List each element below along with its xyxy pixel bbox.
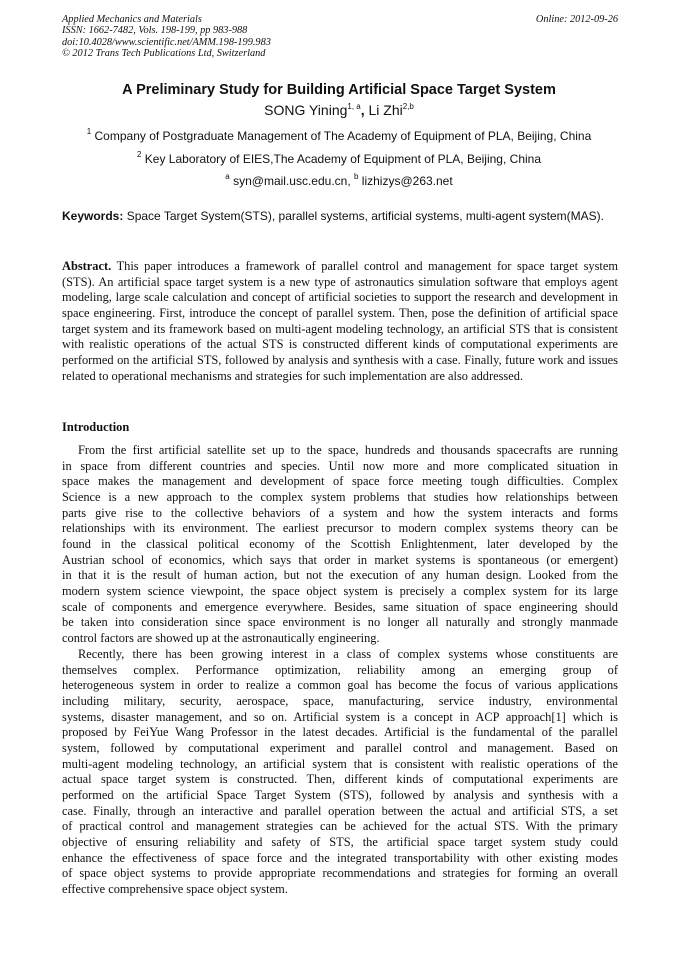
- author-affiliation-mark: 1, a: [347, 102, 361, 111]
- abstract-label: Abstract.: [62, 259, 112, 273]
- affiliation-text: Key Laboratory of EIES,The Academy of Equipment of PLA, Beijing, China: [144, 152, 542, 166]
- keywords-label: Keywords:: [62, 209, 124, 223]
- text-line: actual space target system is constructed. Then, different kinds of computational experiments are: [62, 772, 618, 787]
- email-address: lizhizys@263.net: [361, 174, 453, 188]
- text-line: heterogeneous system in order to realize a common goal has become the focus of various applications: [62, 678, 618, 693]
- text-line: be taken into consideration since space environment is no longer all naturally and strongly manmade: [62, 615, 618, 630]
- affiliation-mark: 2: [136, 150, 142, 159]
- email-line: [40, 174, 638, 188]
- text-line: enhance the effectiveness of space force and the integrated transportability with other existing modes: [62, 850, 618, 865]
- keywords-block: [62, 208, 618, 224]
- journal-name: Applied Mechanics and Materials: [62, 14, 202, 25]
- affiliation-2: [40, 152, 638, 166]
- text-line: of practical control and management strategies can be achieved for the actual STS. With the primary: [62, 819, 618, 834]
- paper-title: A Preliminary Study for Building Artificial Space Target System: [122, 82, 556, 98]
- text-line: proposed by FeiYue Wang Professor in the latest decades. Artificial is the fundamental of the parallel: [62, 725, 618, 740]
- text-line: in that it is the result of human action, but not the execution of any human design. Looked from the: [62, 568, 618, 583]
- section-heading-introduction: Introduction: [62, 420, 130, 434]
- email-mark: a: [225, 172, 230, 181]
- text-line: From the first artificial satellite set up to the space, hundreds and thousands spacecrafts are running: [78, 443, 618, 457]
- online-date: Online: 2012-09-26: [535, 14, 618, 25]
- affiliation-1: [40, 129, 638, 143]
- text-line: system, followed by computational experiment and parallel control and management. Based on: [62, 740, 618, 755]
- intro-paragraph-2: [62, 647, 618, 898]
- text-line: Science is a new approach to the complex system problems that studies how relationships between: [62, 489, 618, 504]
- copyright-line: © 2012 Trans Tech Publications Ltd, Switzerland: [62, 47, 266, 59]
- intro-paragraph-1: [62, 443, 618, 647]
- affiliation-mark: 1: [86, 127, 92, 136]
- text-line: case. Finally, through an interactive and parallel operation between the actual and artificial STS, a set: [62, 803, 618, 818]
- text-line: Recently, there has been growing interest in a class of complex systems whose constituents are: [78, 647, 618, 661]
- author-line: [40, 102, 638, 118]
- text-line: including military, security, aerospace, space, manufacturing, service industry, environmental: [62, 693, 618, 708]
- text-line: of space object systems to provide appropriate recommendations and strategies for forming an overall: [62, 866, 618, 881]
- email-mark: b: [354, 172, 359, 181]
- text-line: control factors are showed up at the astronautically engineering.: [62, 630, 380, 645]
- text-line: parts give rise to the collective behaviors of a system and how the system interacts and forms: [62, 505, 618, 520]
- text-line: objective of ensuring reliability and safety of STS, the artificial space target system study could: [62, 834, 618, 849]
- text-line: scale of components and emergence everywhere. Besides, same situation of space engineering should: [62, 599, 618, 614]
- author-name: Li Zhi: [368, 102, 403, 118]
- text-line: themselves complex. Performance optimization, reliability among an emerging group of: [62, 662, 618, 677]
- text-line: systems, disaster management, and so on. Artificial system is a concept in ACP approach[1] which is: [62, 709, 618, 724]
- author-name: SONG Yining: [264, 102, 348, 118]
- text-line: space makes the management and development of space force meeting tough difficulties. Complex: [62, 474, 618, 489]
- text-line: performed on the artificial Space Target System (STS), followed by analysis and synthesis with a: [62, 787, 618, 802]
- issn-line: ISSN: 1662-7482, Vols. 198-199, pp 983-988: [62, 25, 248, 37]
- author-separator: ,: [360, 102, 369, 118]
- text-line: modern system science viewpoint, the space object system is precisely a complex system for its large: [62, 583, 618, 598]
- keywords-text: Space Target System(STS), parallel systems, artificial systems, multi-agent system(MAS).: [126, 209, 604, 223]
- abstract-text: This paper introduces a framework of parallel control and management for space target system (STS). An artificial space target system is a new type of astronautics simulation software that employs agent modeling, large scale calculation and concept of artificial societies to support the research and development in space engineering. First, introduce the concept of parallel system. Then, pose the definition of artificial space target system and its framework based on multi-agent modeling technology, an artificial STS that is consistent with realistic operations of the actual STS is constructed different kinds of computational experiments are performed on the artificial STS, followed by analysis and synthesis with a case. Finally, future work and issues related to operational mechanisms and strategies for such implementation are also addressed.: [62, 259, 619, 383]
- text-line: effective comprehensive space object system.: [62, 881, 288, 896]
- text-line: relationships with its environment. The earliest precursor to modern complex systems theory can be: [62, 521, 618, 536]
- affiliation-text: Company of Postgraduate Management of The Academy of Equipment of PLA, Beijing, China: [94, 129, 592, 143]
- journal-header: [62, 14, 618, 59]
- text-line: Austrian school of economics, which says that order in market systems is spontaneous (or emergent): [62, 552, 618, 567]
- author-affiliation-mark: 2,b: [402, 102, 414, 111]
- text-line: in space from different countries and species. Until now more and more complicated situation in: [62, 458, 618, 473]
- doi-line: doi:10.4028/www.scientific.net/AMM.198-199.983: [62, 36, 271, 48]
- text-line: multi-agent modeling technology, an artificial system that is consistent with realistic operations of the: [62, 756, 618, 771]
- email-address: syn@mail.usc.edu.cn,: [233, 174, 354, 188]
- abstract-block: [62, 259, 618, 384]
- text-line: found in the classical political economy of the Scottish Enlightenment, later developed by the: [62, 536, 618, 551]
